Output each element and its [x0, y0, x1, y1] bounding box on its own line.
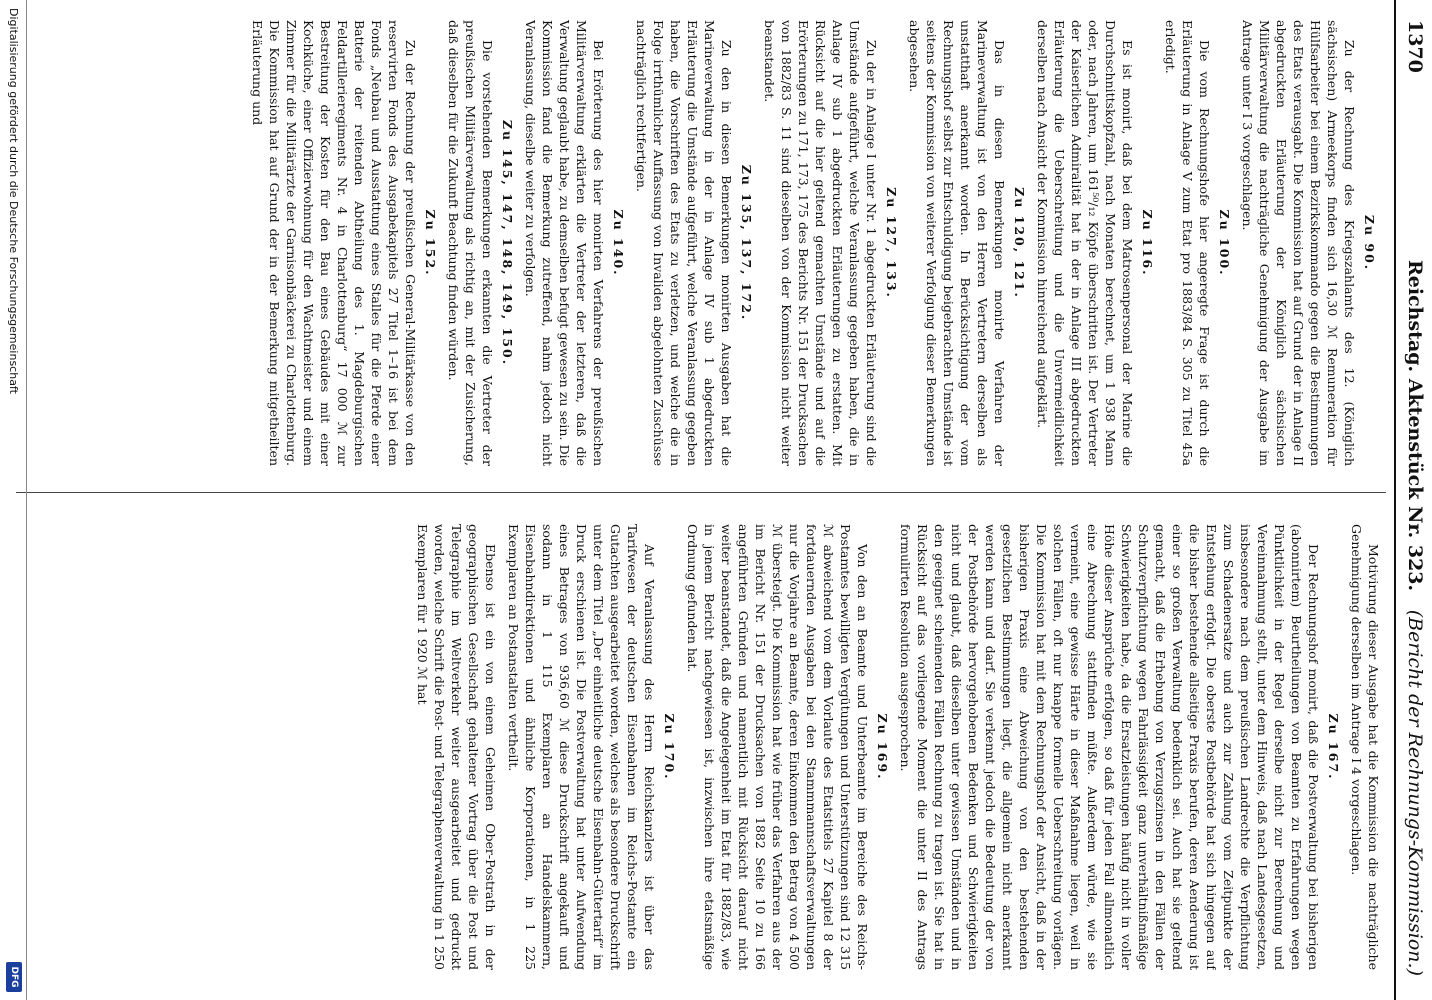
section-heading: Zu 120, 121.	[1012, 187, 1027, 299]
section-title: (Bericht der Rechnungs-Kommission.)	[1404, 609, 1426, 976]
text-section	[505, 524, 678, 970]
section-paragraph: Das in diesen Bemerkungen monirte Verfahren der Marineverwaltung ist von den Herren Vertretern derselben als unstatthaft anerkannt worden. In Berücksichtigung der vom Rechnungshof selbst zur Entschuldigung beigebrachten Umstände ist seitens der Kommission von weiterer Verfolgung dieser Bemerkungen abgesehen.	[907, 20, 1007, 466]
right-text-column	[22, 524, 1382, 970]
left-text-column	[22, 20, 1382, 466]
section-heading: Zu 127, 133.	[884, 187, 899, 299]
page-number: 1370	[1404, 20, 1426, 73]
text-section	[897, 524, 1342, 970]
text-section	[249, 20, 439, 466]
text-section	[1348, 524, 1382, 970]
footer-credit: Digitalisierung gefördert durch die Deutsche Forschungsgemeinschaft	[7, 8, 20, 394]
section-heading: Zu 170.	[662, 713, 677, 781]
text-section	[445, 20, 516, 466]
text-section	[414, 524, 499, 970]
section-heading: Zu 100.	[1217, 209, 1232, 277]
section-heading: Zu 145, 147, 148, 149, 150.	[500, 119, 515, 367]
section-paragraph: Von den an Beamte und Unterbeamte im Bereiche des Reichs-Postamtes bewilligten Vergütungen und Unterstützungen sind 12 315 ℳ abweichend vom dem Vorlaute des Etatstitels 27 Kapitel 8 der fortdauernden Ausgaben bei den Stammmannschaftsverwaltungen nur die Vorjahre an Beamte, deren Einkommen den Betrag von 4 500 ℳ übersteigt. Die Kommission hat wie früher das Verfahren aus der im Bericht Nr. 151 der Drucksachen von 1882 Seite 10 zu 166 angeführten Gründen und namentlich mit Rücksicht darauf nicht weiter beanstandet, daß die Angelegenheit im Etat für 1882/83, wie in jenem Bericht nachgewiesen ist, inzwischen ihre etatsmäßige Ordnung gefunden hat.	[685, 524, 870, 970]
page-header	[1394, 0, 1432, 1000]
section-heading: Zu 116.	[1140, 209, 1155, 277]
section-paragraph: Zu der Rechnung des Kriegszahlamts des 12. (Königlich sächsischen) Armeekorps finden sich 16,30 ℳ Remuneration für Hülfsarbeiter bei einem Bezirkskommando gegen die Bestimmungen des Etats verausgabt. Die Kommission hat auf Grund der in Anlage II abgedruckten Erläuterung der Königlich sächsischen Militärverwaltung die nachträgliche Genehmigung der Ausgabe im Antrage unter I 3 vorgeschlagen.	[1240, 20, 1357, 466]
text-section	[522, 20, 627, 466]
section-paragraph: Zu der in Anlage I unter Nr. 1 abgedruckten Erläuterung sind die Umstände aufgeführt, welche Veranlassung gegeben haben, die in Anlage IV sub 1 abgedruckten Erläuterungen zu erstatten. Mit Rücksicht auf die hier geltend gemachten Umstände und auf die Erörterungen zu 171, 173, 175 des Berichts Nr. 151 der Drucksachen von 1882/83 S. 11 sind dieselben von der Kommission nicht weiter beanstandet.	[762, 20, 879, 466]
section-heading: Zu 167.	[1326, 713, 1341, 781]
section-paragraph: Die vom Rechnungshofe hier angeregte Frage ist durch die Erläuterung in Anlage V zum Etat pro 1883/84 S. 305 zu Titel 45a erledigt.	[1163, 20, 1212, 466]
section-paragraph: Auf Veranlassung des Herrn Reichskanzlers ist über das Tarifwesen der deutschen Eisenbahnen im Reichs-Postamte ein Gutachten ausgearbeitet worden, welches als besondere Druckschrift unter dem Titel „Der einheitliche deutsche Eisenbahn-Gütertarif“ im Druck erschienen ist. Die Postverwaltung hat unter Aufwendung eines Betrages von 936,60 ℳ diese Druckschrift angekauft und sodann in 1 115 Exemplaren an Handelskammern, Eisenbahndirektionen und ähnliche Korporationen, in 1 225 Exemplaren an Postanstalten vertheilt.	[506, 524, 657, 970]
text-section	[761, 20, 900, 466]
section-paragraph: Motivirung dieser Ausgabe hat die Kommission die nachträgliche Genehmigung derselben im Antrage I 4 vorgeschlagen.	[1349, 524, 1381, 970]
running-title: Reichstag. Aktenstück Nr. 323.	[1404, 260, 1426, 592]
section-paragraph: Zu den in diesen Bemerkungen monirten Ausgaben hat die Marineverwaltung in der in Anlage IV sub 1 abgedruckten Erläuterung die Umstände aufgeführt, welche Veranlassung gegeben haben, die Vorschriften des Etats zu verletzen, und welche die in Folge irrthümlicher Auffassung von Invaliden abgelohnten Zuschüsse nachträglich rechtfertigen.	[634, 20, 734, 466]
text-section	[1162, 20, 1233, 466]
section-heading: Zu 140.	[611, 209, 626, 277]
text-section	[1034, 20, 1156, 466]
text-section	[633, 20, 755, 466]
section-heading: Zu 169.	[875, 713, 890, 781]
section-heading: Zu 90.	[1362, 214, 1377, 272]
section-heading: Zu 135, 137, 172.	[739, 164, 754, 322]
section-paragraph: Bei Erörterung des hier monirten Verfahrens der preußischen Militärverwaltung erklärten die Vertreter der letzteren, daß die Verwaltung geglaubt habe, zu demselben befugt gewesen zu sein. Die Kommission fand die Bemerkung zutreffend, nahm jedoch nicht Veranlassung, dieselbe weiter zu verfolgen.	[523, 20, 606, 466]
section-paragraph: Der Rechnungshof monirt, daß die Postverwaltung bei bisherigen (abonnirtem) Beurtheilungen von Beamten zu Erfahrungen wegen Pünktlichkeit in der Regel derselbe nicht zur Berechnung und Vereinnahmung stellt, unter dem Hinweis, daß nach Landesgesetzen, insbesondere nach dem preußischen Landrechte die Verpflichtung zum Schadenersatze und auch zur Zahlung vom Zeitpunkte der Entstehung erfolgt. Die oberste Postbehörde hat sich hingegen auf die bisher bestehende allseitige Praxis berufen, deren Aenderung ist einer so großen Verwaltung bedenklich sei. Auch hat sie geltend gemacht, daß die Erhebung von Verzugszinsen in den Fällen der Schutzverpflichtung wegen Fahrlässigkeit ganz unverhältnißmäßige Schwierigkeiten habe, da die Ersatzleistungen häufig nicht in voller Höhe dieser Ansprüche erfolgen, so daß für jeden Fall allmonatlich eine Abrechnung stattfinden müßte. Außerdem würde, wie sie vermeint, eine gewisse Härte in dieser Maßnahme liegen, weil in solchen Fällen, oft nur knappe formelle Ueberschreitung vorlägen. Die Kommission hat mit dem Rechnungshof der Ansicht, daß in der bisherigen Praxis eine Abweichung von den bestehenden gesetzlichen Bestimmungen liegt, die allgemein nicht anerkannt werden kann und darf. Sie verkennt jedoch die Bedeutung der von der Postbehörde hervorgehobenen Bedenken und Schwierigkeiten nicht und glaubt, daß dieselben unter gewissen Umständen und in den geeignet scheinenden Fällen Rechnung zu tragen ist. Sie hat in Rücksicht auf das vorliegende Moment die unter II des Antrags formulirten Resolution ausgesprochen.	[898, 524, 1321, 970]
section-paragraph: Die vorstehenden Bemerkungen erkannten die Vertreter der preußischen Militärverwaltung als richtig an, mit der Zusicherung, daß dieselben für die Zukunft Beachtung finden würden.	[446, 20, 495, 466]
dfg-logo: DFG	[6, 962, 22, 992]
text-section	[906, 20, 1028, 466]
section-heading: Zu 152.	[423, 209, 438, 277]
column-divider	[16, 492, 1386, 493]
section-paragraph: Es ist monirt, daß bei dem Matrosenpersonal der Marine die Durchschnittskopfzahl, nach Monaten berechnet, um 1 938 Mann oder, nach Jahren, um 161⁵⁰/₁₂ Köpfe überschritten ist. Der Vertreter der Kaiserlichen Admiralität hat in der in Anlage III abgedruckten Erläuterung die Ueberschreitung und die Unvermeidlichkeit derselben nach Ansicht der Kommission hinreichend aufgeklärt.	[1035, 20, 1135, 466]
text-section	[1239, 20, 1378, 466]
digitization-footer	[0, 0, 27, 1000]
text-section	[684, 524, 891, 970]
section-paragraph: Ebenso ist ein von einem Geheimen Ober-Postrath in der geographischen Gesellschaft gehaltener Vortrag über die Post und Telegraphie im Weltverkehr weiter ausgearbeitet und gedruckt worden, welche Schrift die Post- und Telegraphenverwaltung in 1 250 Exemplaren für 1 920 ℳ hat	[415, 524, 498, 970]
section-paragraph: Zu der Rechnung der preußischen General-Militärkasse von den reservirten Fonds des Ausgabekapitels 27 Titel 1–16 ist bei dem Fonds „Neubau und Ausstattung eines Stalles für die Pferde einer Batterie der reitenden Abtheilung des 1. Magdeburgischen Feldartillerieregiments Nr. 4 in Charlottenburg“ 17 000 ℳ zur Bestreitung der Kosten für den Bau eines Gebäudes mit einer Kochküche, einer Offizierwohnung für den Wachtmeister und einem Zimmer für die Militärärzte der Garnisonbäckerei zu Charlottenburg. Die Kommission hat auf Grund der in der Bemerkung mitgetheilten Erläuterung und	[250, 20, 418, 466]
